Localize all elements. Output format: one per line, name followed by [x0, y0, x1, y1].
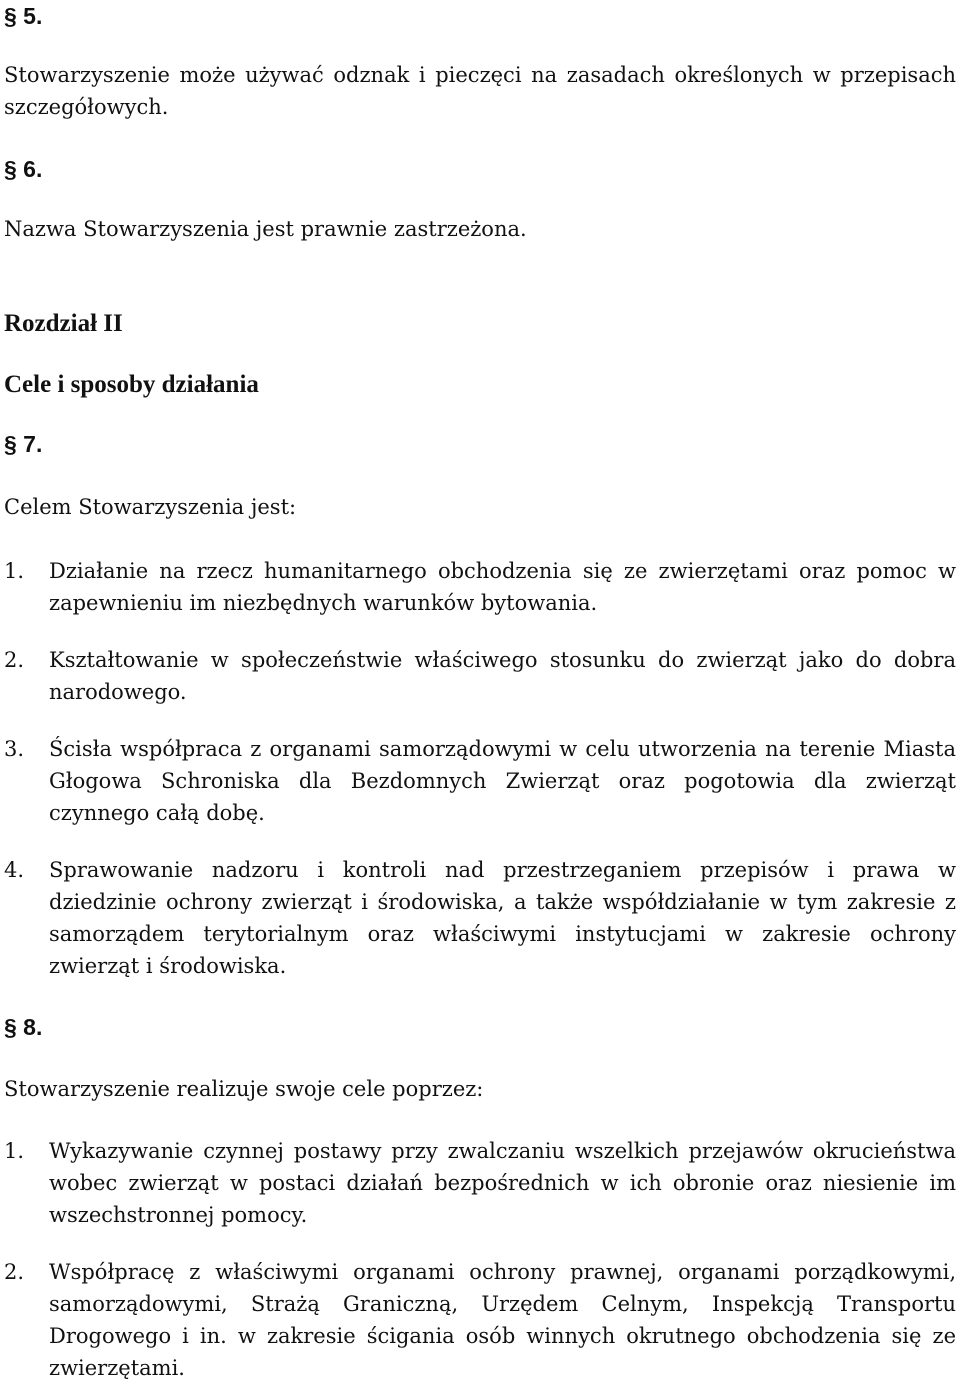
section-8-heading: § 8. — [4, 1014, 43, 1040]
list-item-number: 2. — [4, 648, 25, 672]
list-item-number: 4. — [4, 858, 25, 882]
list-item — [4, 1135, 956, 1231]
section-8-intro: Stowarzyszenie realizuje swoje cele poprzez: — [4, 1077, 484, 1101]
list-item-number: 3. — [4, 737, 25, 761]
list-item-text: Współpracę z właściwymi organami ochrony prawnej, organami porządkowymi, samorządowymi, Strażą Graniczną, Urzędem Celnym, Inspekcją Transportu Drogowego i in. w zakresie ścigania osób winnych okrutnego obchodzenia się ze zwierzętami. — [49, 1260, 956, 1380]
section-7-heading: § 7. — [4, 431, 43, 457]
list-item-number: 1. — [4, 1139, 25, 1163]
list-item — [4, 854, 956, 982]
list-item-text: Ścisła współpraca z organami samorządowymi w celu utworzenia na terenie Miasta Głogowa Schroniska dla Bezdomnych Zwierząt oraz pogotowia dla zwierząt czynnego całą dobę. — [49, 737, 956, 825]
section-5-text: Stowarzyszenie może używać odznak i pieczęci na zasadach określonych w przepisach szczegółowych. — [4, 63, 956, 119]
chapter-title: Rozdział II — [4, 310, 123, 337]
section-6-heading: § 6. — [4, 156, 43, 182]
chapter-subtitle: Cele i sposoby działania — [4, 371, 259, 398]
list-item — [4, 555, 956, 619]
section-6-text: Nazwa Stowarzyszenia jest prawnie zastrzeżona. — [4, 217, 527, 241]
list-item-text: Wykazywanie czynnej postawy przy zwalczaniu wszelkich przejawów okrucieństwa wobec zwierząt w postaci działań bezpośrednich w ich obronie oraz niesienie im wszechstronnej pomocy. — [49, 1139, 956, 1227]
list-item — [4, 733, 956, 829]
list-item-text: Działanie na rzecz humanitarnego obchodzenia się ze zwierzętami oraz pomoc w zapewnieniu im niezbędnych warunków bytowania. — [49, 559, 956, 615]
section-5-heading: § 5. — [4, 3, 43, 29]
list-item-number: 2. — [4, 1260, 25, 1284]
section-7-intro: Celem Stowarzyszenia jest: — [4, 495, 297, 519]
list-item-number: 1. — [4, 559, 25, 583]
list-item-text: Sprawowanie nadzoru i kontroli nad przestrzeganiem przepisów i prawa w dziedzinie ochrony zwierząt i środowiska, a także współdziałanie w tym zakresie z samorządem terytorialnym oraz właściwymi instytucjami w zakresie ochrony zwierząt i środowiska. — [49, 858, 956, 978]
list-item — [4, 644, 956, 708]
list-item-text: Kształtowanie w społeczeństwie właściwego stosunku do zwierząt jako do dobra narodowego. — [49, 648, 956, 704]
list-item — [4, 1256, 956, 1384]
